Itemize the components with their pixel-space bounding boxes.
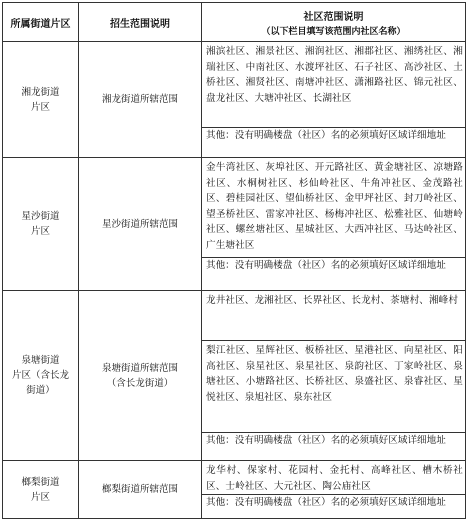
district-line: 街道） bbox=[26, 385, 55, 396]
district-line: 片区 bbox=[30, 226, 50, 237]
district-line: 片区（含长龙 bbox=[11, 370, 69, 381]
header-scope: 招生范围说明 bbox=[79, 3, 202, 42]
header-community bbox=[202, 3, 466, 42]
table-row bbox=[3, 291, 466, 341]
district-cell bbox=[3, 291, 79, 461]
address-note: 其他：没有明确楼盘（社区）名的必须填好区域详细地址 bbox=[202, 433, 466, 461]
district-line: 泉塘街道 bbox=[21, 355, 60, 366]
address-note: 其他：没有明确楼盘（社区）名的必须填好区域详细地址 bbox=[202, 495, 466, 519]
district-line: 榔梨街道 bbox=[21, 476, 60, 488]
table-row bbox=[3, 42, 466, 128]
scope-cell bbox=[79, 42, 202, 158]
district-cell bbox=[3, 461, 79, 519]
scope-line: 星沙街道所辖范围 bbox=[101, 218, 178, 230]
community-list: 龙华村、保家村、花园村、金托村、高峰社区、槽木桥社区、士岭社区、大元社区、陶公庙社区 bbox=[202, 461, 466, 495]
community-list: 梨江社区、星辉社区、板桥社区、星港社区、向星社区、阳高社区、泉星社区、泉星社区、泉韵社区、丁家岭社区、泉塘社区、小塘路社区、长桥社区、泉盛社区、泉睿社区、星悦社区、泉旭社区、泉东社区 bbox=[202, 341, 466, 433]
district-cell bbox=[3, 158, 79, 291]
district-line: 星沙街道 bbox=[21, 211, 60, 222]
district-line: 片区 bbox=[30, 101, 50, 113]
scope-line: 泉塘街道所辖范围 bbox=[101, 362, 178, 374]
district-cell bbox=[3, 42, 79, 158]
enrollment-scope-table bbox=[2, 2, 466, 519]
address-note: 其他：没有明确楼盘（社区）名的必须填好区域详细地址 bbox=[202, 258, 466, 291]
district-line: 片区 bbox=[30, 491, 50, 503]
scope-line: 湘龙街道所辖范围 bbox=[101, 94, 178, 105]
header-community-title: 社区范围说明 bbox=[303, 11, 364, 23]
header-community-subtitle: （以下栏目填写该范围内社区名称） bbox=[261, 26, 406, 37]
address-note: 其他：没有明确楼盘（社区）名的必须填好区域详细地址 bbox=[202, 128, 466, 158]
community-list: 湘滨社区、湘景社区、湘润社区、湘郡社区、湘绣社区、湘瑞社区、中南社区、水渡坪社区、石子社区、高沙社区、土桥社区、湘贤社区、南塘冲社区、潇湘路社区、锦元社区、盘龙社区、大塘冲社区、长湖社区 bbox=[202, 42, 466, 128]
scope-line: （含长龙街道） bbox=[106, 377, 174, 389]
header-district: 所属街道片区 bbox=[3, 3, 79, 42]
scope-cell bbox=[79, 291, 202, 461]
community-list: 金牛湾社区、灰埠社区、开元路社区、黄金塘社区、凉塘路社区、水桐树社区、杉仙岭社区、牛角冲社区、金茂路社区、碧桂园社区、望仙桥社区、金甲坪社区、封刀岭社区、望圣桥社区、雷家冲社区、杨梅冲社区、松雅社区、仙塘岭社区、螺丝塘社区、星城社区、大西冲社区、马达岭社区、广生塘社区 bbox=[202, 158, 466, 258]
district-line: 湘龙街道 bbox=[21, 86, 60, 98]
scope-cell bbox=[79, 158, 202, 291]
community-list: 龙井社区、龙湘社区、长界社区、长龙村、茶塘村、湘峰村 bbox=[202, 291, 466, 341]
table-row bbox=[3, 461, 466, 495]
scope-line: 榔梨街道所辖范围 bbox=[101, 484, 178, 496]
table-row bbox=[3, 158, 466, 258]
header-row bbox=[3, 3, 466, 42]
scope-cell bbox=[79, 461, 202, 519]
